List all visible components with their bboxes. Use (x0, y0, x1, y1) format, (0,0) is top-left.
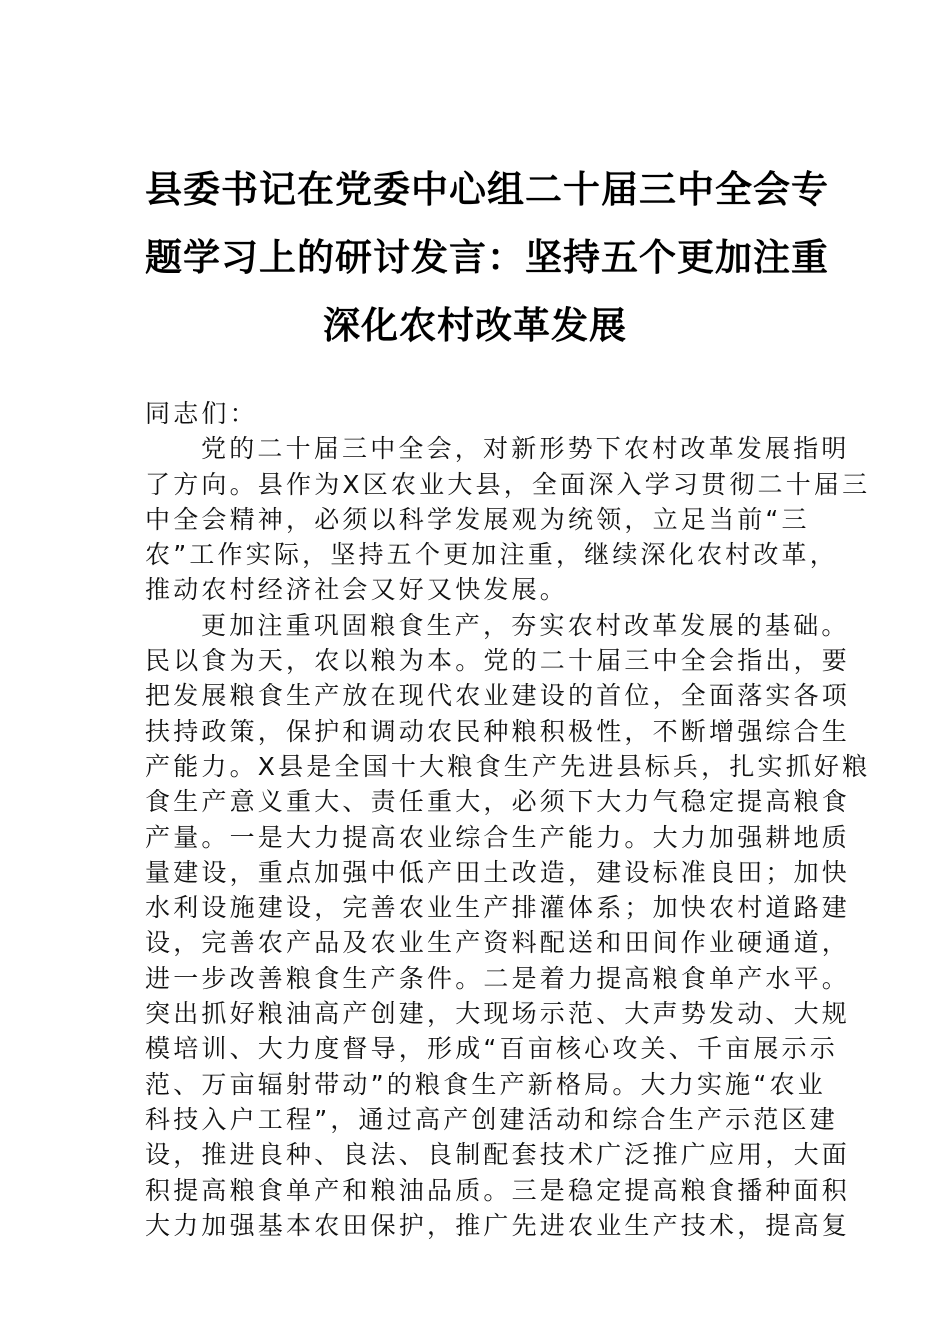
title-line-1: 县委书记在党委中心组二十届三中全会专 (145, 167, 829, 211)
salutation: 同志们： (145, 399, 258, 428)
paragraph-line: 模培训、大力度督导，形成“百亩核心攻关、千亩展示示 (145, 1034, 838, 1064)
paragraph-line: 食生产意义重大、责任重大，必须下大力气稳定提高粮食 (145, 787, 851, 817)
paragraph-line: 水利设施建设，完善农业生产排灌体系；加快农村道路建 (145, 893, 851, 923)
paragraph-line: 更加注重巩固粮食生产，夯实农村改革发展的基础。 (201, 610, 850, 640)
paragraph-line: 党的二十届三中全会，对新形势下农村改革发展指明 (201, 434, 850, 464)
paragraph-line: 突出抓好粮油高产创建，大现场示范、大声势发动、大规 (145, 999, 851, 1029)
paragraph-line: 积提高粮食单产和粮油品质。三是稳定提高粮食播种面积 (145, 1175, 851, 1205)
paragraph-line: 扶持政策，保护和调动农民种粮积极性，不断增强综合生 (145, 716, 851, 746)
paragraph-line: 产能力。X县是全国十大粮食生产先进县标兵，扎实抓好粮 (145, 751, 871, 781)
paragraph-line: 进一步改善粮食生产条件。二是着力提高粮食单产水平。 (145, 963, 851, 993)
title-line-2: 题学习上的研讨发言：坚持五个更加注重 (145, 235, 829, 279)
paragraph-line: 大力加强基本农田保护，推广先进农业生产技术，提高复 (145, 1210, 851, 1240)
paragraph-line: 中全会精神，必须以科学发展观为统领，立足当前“三 (145, 504, 810, 534)
paragraph-line: 推动农村经济社会又好又快发展。 (145, 575, 569, 605)
paragraph-line: 科技入户工程”，通过高产创建活动和综合生产示范区建 (145, 1104, 838, 1134)
paragraph-line: 把发展粮食生产放在现代农业建设的首位，全面落实各项 (145, 681, 851, 711)
document-title (145, 155, 829, 359)
paragraph-line: 产量。一是大力提高农业综合生产能力。大力加强耕地质 (145, 822, 851, 852)
paragraph-line: 了方向。县作为X区农业大县，全面深入学习贯彻二十届三 (145, 469, 871, 499)
paragraph-line: 设，推进良种、良法、良制配套技术广泛推广应用，大面 (145, 1140, 851, 1170)
document-body (145, 396, 871, 1243)
paragraph-line: 量建设，重点加强中低产田土改造，建设标准良田；加快 (145, 857, 851, 887)
paragraph-line: 设，完善农产品及农业生产资料配送和田间作业硬通道， (145, 928, 851, 958)
paragraph-line: 范、万亩辐射带动”的粮食生产新格局。大力实施“农业 (145, 1069, 826, 1099)
paragraph-line: 民以食为天，农以粮为本。党的二十届三中全会指出，要 (145, 646, 851, 676)
paragraph-line: 农”工作实际，坚持五个更加注重，继续深化农村改革， (145, 540, 838, 570)
title-line-3: 深化农村改革发展 (323, 303, 627, 347)
